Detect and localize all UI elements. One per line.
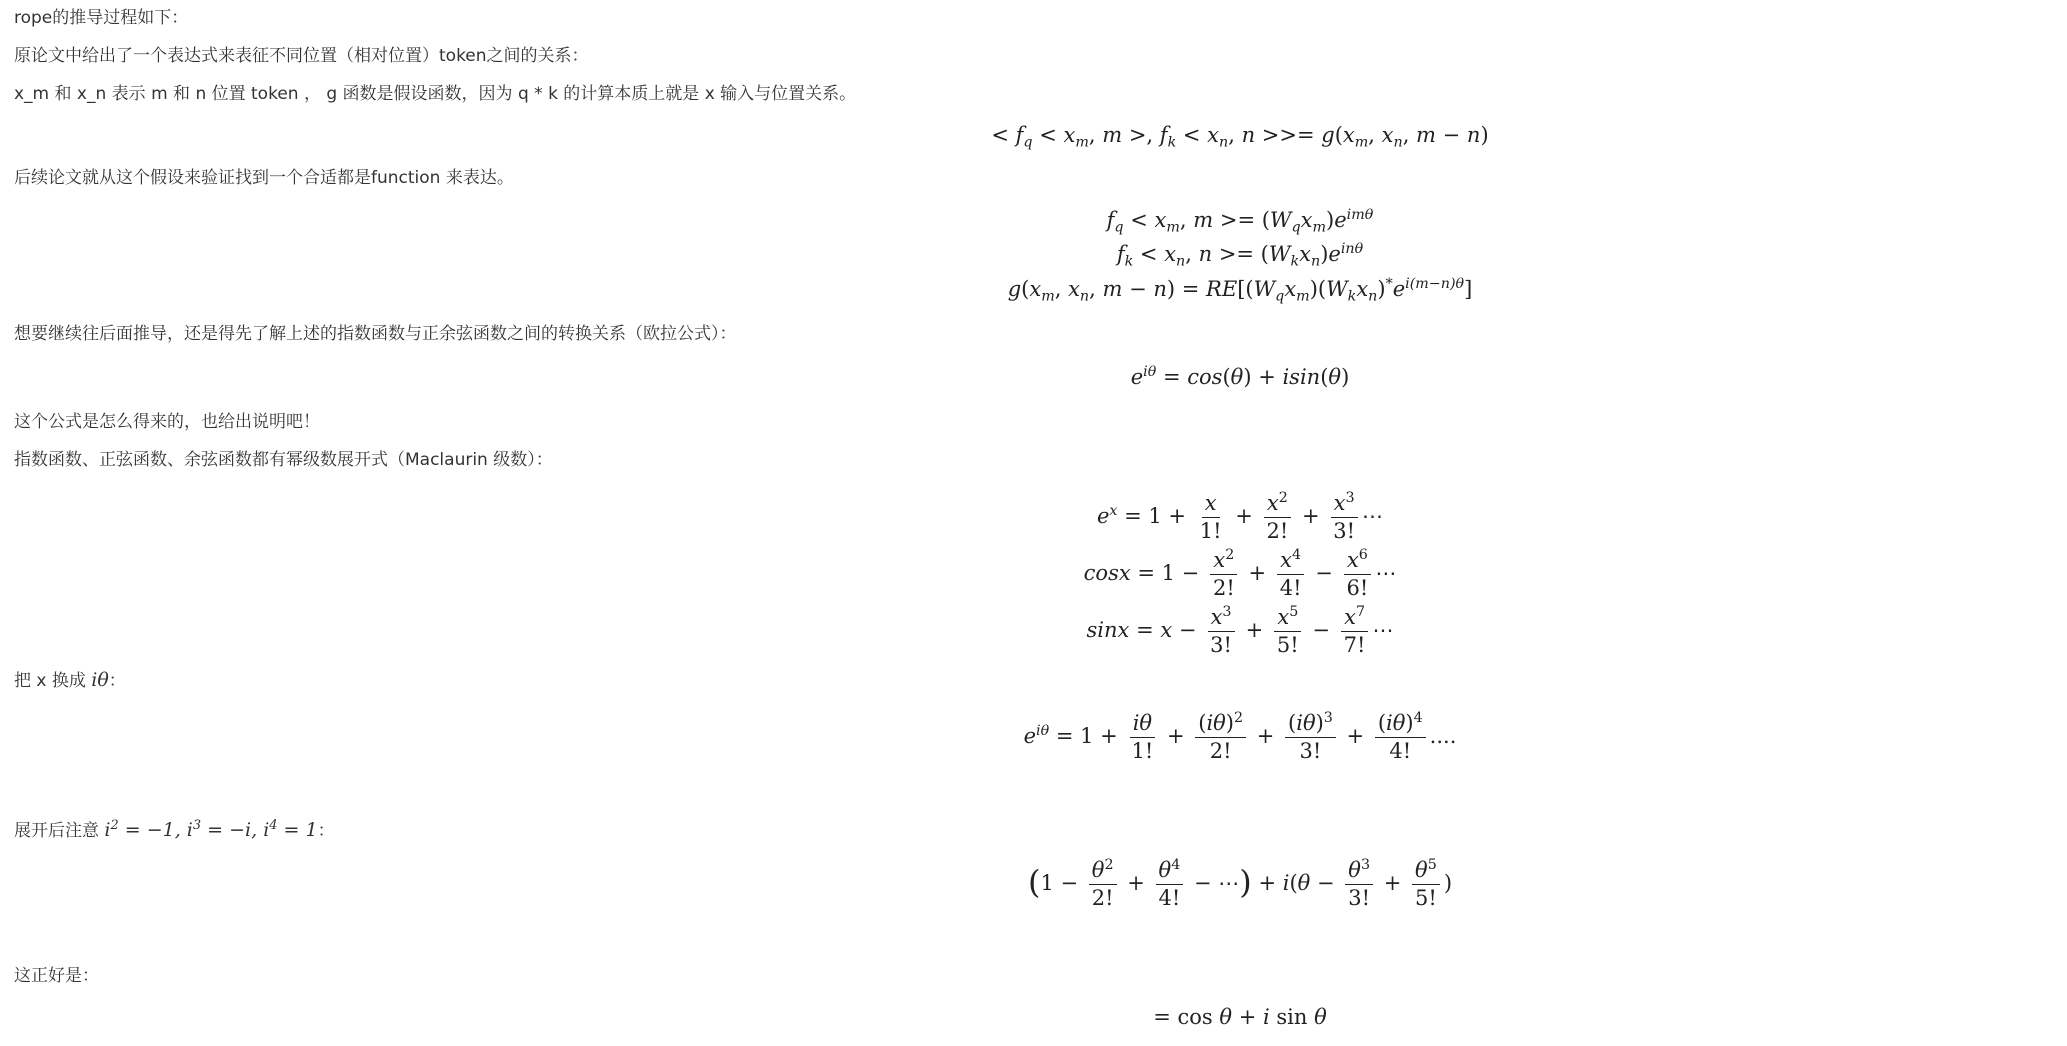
paragraph-paper-expression: 原论文中给出了一个表达式来表征不同位置（相对位置）token之间的关系： xyxy=(14,46,589,66)
equation-fq: $f_q < x_m$, $m >= (W_qx_m)e^{im\theta}$ xyxy=(1106,207,1374,236)
expand-suffix: ： xyxy=(317,821,335,841)
paragraph-follow-up: 后续论文就从这个假设来验证找到一个合适都是function 来表达。 xyxy=(14,168,514,188)
equation-g: $g(x_m$, $x_n$, $m - n) = RE[(W_qx_m)(W_kx_n)^*e^{i(m-n)\theta}]$ xyxy=(1007,276,1473,305)
paragraph-substitute xyxy=(14,668,126,693)
equation-sin-series: sinx = x − $\frac{x^3}{3!}$ + $\frac{x^5}{5!}$ − $\frac{x^7}{7!}$ ⋯ xyxy=(1086,604,1394,657)
equation-grouped-series: (1 − $\frac{\theta^2}{2!}$ + $\frac{\theta^4}{4!}$ − ⋯) + i(θ − $\frac{\theta^3}{3!}$ + $\frac{\theta^5}{5!}$ ) xyxy=(1027,857,1453,910)
expand-prefix: 展开后注意 xyxy=(14,821,105,841)
paragraph-exactly: 这正好是： xyxy=(14,966,99,986)
equation-exp-itheta-series: $e^{i\theta} = 1$ + $\frac{i\theta}{1!}$ + $\frac{(i\theta)^2}{2!}$ + $\frac{(i\theta)^3}{3!}$ + $\frac{(i\theta)^4}{4!}$ .... xyxy=(1023,710,1457,763)
paragraph-euler-intro: 想要继续往后面推导，还是得先了解上述的指数函数与正余弦函数之间的转换关系（欧拉公式）： xyxy=(14,324,737,344)
equation-fk: $f_k < x_n$, $n >= (W_kx_n)e^{in\theta}$ xyxy=(1116,241,1364,270)
paragraph-rope-intro: rope的推导过程如下： xyxy=(14,8,189,28)
paragraph-how-derived: 这个公式是怎么得来的，也给出说明吧！ xyxy=(14,412,320,432)
equation-exp-series: $e^x = 1$ + $\frac{x}{1!}$ + $\frac{x^2}{2!}$ + $\frac{x^3}{3!}$ ⋯ xyxy=(1096,490,1384,543)
equation-cos-series: cosx = 1 − $\frac{x^2}{2!}$ + $\frac{x^4}{4!}$ − $\frac{x^6}{6!}$ ⋯ xyxy=(1083,547,1397,600)
paragraph-expand-note xyxy=(14,818,335,843)
substitute-suffix: ： xyxy=(108,671,126,691)
substitute-math: iθ xyxy=(91,669,109,691)
substitute-prefix: 把 x 换成 xyxy=(14,671,92,691)
equation-final: = cos θ + i sin θ xyxy=(1153,1005,1327,1029)
paragraph-maclaurin: 指数函数、正弦函数、余弦函数都有幂级数展开式（Maclaurin 级数）： xyxy=(14,450,553,470)
expand-math: $i^2 = -1$, $i^3 = -i$, $i^4 = 1$ xyxy=(104,817,318,841)
equation-euler: $e^{i\theta} = \cos(\theta) + isin(\theta)$ xyxy=(1130,364,1350,389)
equation-relative-position: < $f_q < x_m$, m >, $f_k < x_n$, n >>= $g(x_m$, $x_n$, m − n) xyxy=(991,123,1489,151)
paragraph-xm-xn-definition: x_m 和 x_n 表示 m 和 n 位置 token ， g 函数是假设函数，因为 q * k 的计算本质上就是 x 输入与位置关系。 xyxy=(14,84,857,104)
